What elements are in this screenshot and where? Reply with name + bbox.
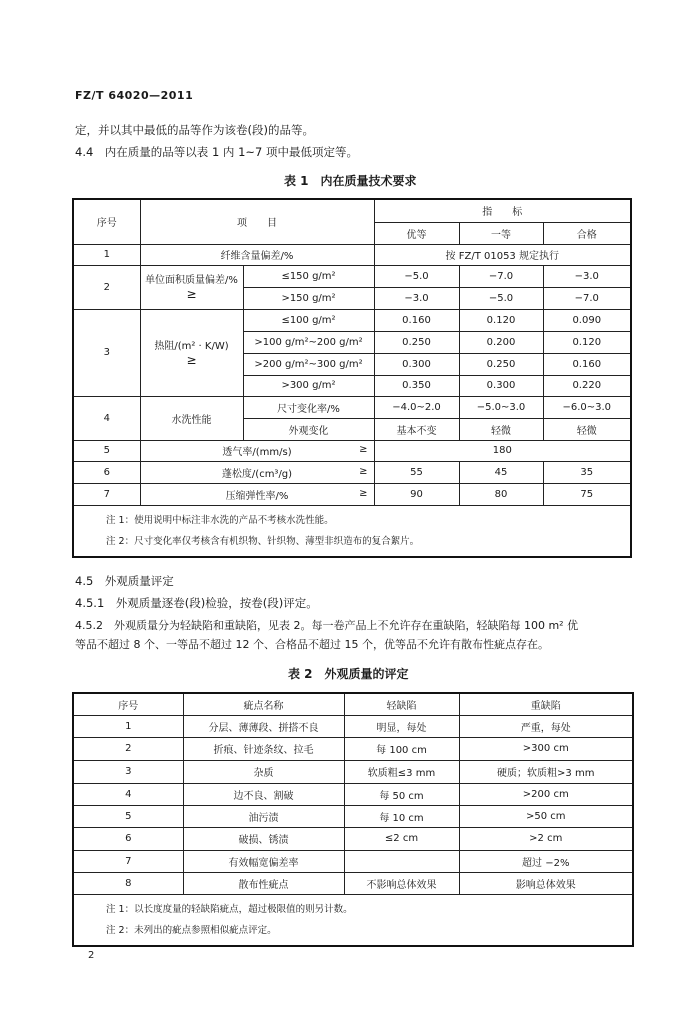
row7-name-text: 压缩弹性率/% (225, 490, 289, 502)
t2-row1-light: 明显，每处 (344, 715, 459, 737)
row7-name (140, 483, 374, 505)
row4-cond1: 尺寸变化率/% (243, 396, 374, 418)
row5-name (140, 440, 374, 461)
t2-row8-name: 散布性疵点 (183, 872, 344, 894)
t2-row6-name: 破损、锈渍 (183, 827, 344, 850)
row6-name-text: 蓬松度/(cm³/g) (221, 468, 293, 480)
row4-cond2-v1: 基本不变 (374, 418, 459, 440)
table1-note-1: 注 1：使用说明中标注非水洗的产品不考核水洗性能。 (106, 514, 334, 526)
table2-note-1: 注 1：以长度度量的轻缺陷疵点，超过极限值的则另计数。 (106, 903, 353, 915)
t2-row2-light: 每 100 cm (344, 737, 459, 760)
row2-cond2-v3: −7.0 (543, 287, 631, 309)
t2-row4-heavy: >200 cm (459, 783, 633, 805)
row4-cond2-v2: 轻微 (459, 418, 543, 440)
t2-row6-seq: 6 (73, 827, 183, 850)
row3-cond1-v1: 0.160 (374, 309, 459, 331)
t2-row1-seq: 1 (73, 715, 183, 737)
row6-name (140, 461, 374, 483)
row6-v1: 55 (374, 461, 459, 483)
t2-row3-seq: 3 (73, 760, 183, 783)
row5-seq: 5 (73, 440, 140, 461)
row2-cond1-v1: −5.0 (374, 265, 459, 287)
t2-row6-heavy: >2 cm (459, 827, 633, 850)
row3-seq: 3 (73, 309, 140, 396)
header-seq: 序号 (73, 199, 140, 244)
t2-row7-name: 有效幅宽偏差率 (183, 850, 344, 872)
row5-value: 180 (374, 440, 631, 461)
table-appearance-quality (72, 692, 634, 947)
row4-cond1-v1: −4.0~2.0 (374, 396, 459, 418)
row3-cond2-v1: 0.250 (374, 331, 459, 353)
row6-v2: 45 (459, 461, 543, 483)
row4-cond1-v3: −6.0~3.0 (543, 396, 631, 418)
row3-cond4-v3: 0.220 (543, 375, 631, 396)
row2-cond2-v1: −3.0 (374, 287, 459, 309)
row3-cond3: >200 g/m²~300 g/m² (243, 353, 374, 375)
t2-row7-light (344, 850, 459, 872)
paragraph-4-5-2-line1: 4.5.2 外观质量分为轻缺陷和重缺陷，见表 2。每一卷产品上不允许存在重缺陷，轻缺陷每 100 m² 优 (75, 619, 579, 632)
row4-cond2: 外观变化 (243, 418, 374, 440)
row2-cond1-v3: −3.0 (543, 265, 631, 287)
row7-v1: 90 (374, 483, 459, 505)
header-item: 项 目 (140, 199, 374, 244)
row7-v3: 75 (543, 483, 631, 505)
row3-name-text: 热阻/(m² · K/W) (154, 340, 229, 352)
row2-cond2-v2: −5.0 (459, 287, 543, 309)
t2-row2-seq: 2 (73, 737, 183, 760)
row2-name-text: 单位面积质量偏差/% (145, 275, 238, 286)
row4-cond1-v2: −5.0~3.0 (459, 396, 543, 418)
row3-cond3-v2: 0.250 (459, 353, 543, 375)
row3-cond3-v1: 0.300 (374, 353, 459, 375)
table1-title: 表 1 内在质量技术要求 (284, 174, 417, 188)
row3-cond2: >100 g/m²~200 g/m² (243, 331, 374, 353)
t2-row8-seq: 8 (73, 872, 183, 894)
t2-row4-name: 边不良、割破 (183, 783, 344, 805)
table1-note-2: 注 2：尺寸变化率仅考核含有机织物、针织物、薄型非织造布的复合絮片。 (106, 535, 420, 547)
row2-seq: 2 (73, 265, 140, 309)
row3-cond4-v1: 0.350 (374, 375, 459, 396)
paragraph-continued: 定，并以其中最低的品等作为该卷(段)的品等。 (75, 123, 314, 137)
t2-row7-heavy: 超过 −2% (459, 850, 633, 872)
t2-row4-light: 每 50 cm (344, 783, 459, 805)
paragraph-4-5-2-line2: 等品不超过 8 个、一等品不超过 12 个、合格品不超过 15 个，优等品不允许有散布性疵点存在。 (75, 638, 549, 651)
row7-ge-symbol: ≥ (359, 487, 368, 499)
row6-v3: 35 (543, 461, 631, 483)
row1-value: 按 FZ/T 01053 规定执行 (374, 244, 631, 265)
t2-row8-heavy: 影响总体效果 (459, 872, 633, 894)
row4-seq: 4 (73, 396, 140, 440)
row3-cond4-v2: 0.300 (459, 375, 543, 396)
table1-notes (73, 505, 631, 557)
row1-seq: 1 (73, 244, 140, 265)
row5-ge-symbol: ≥ (359, 443, 368, 455)
t2-row5-name: 油污渍 (183, 805, 344, 827)
row6-ge-symbol: ≥ (359, 465, 368, 477)
row2-cond1-v2: −7.0 (459, 265, 543, 287)
row6-seq: 6 (73, 461, 140, 483)
table-internal-quality (72, 198, 632, 558)
t2-row6-light: ≤2 cm (344, 827, 459, 850)
t2-row5-seq: 5 (73, 805, 183, 827)
t2-row3-heavy: 硬质；软质粗>3 mm (459, 760, 633, 783)
row3-cond1-v2: 0.120 (459, 309, 543, 331)
row2-cond1: ≤150 g/m² (243, 265, 374, 287)
table2-note-2: 注 2：未列出的疵点参照相似疵点评定。 (106, 924, 277, 936)
row3-ge-symbol: ≥ (186, 352, 197, 367)
t2-row5-light: 每 10 cm (344, 805, 459, 827)
table2-title: 表 2 外观质量的评定 (288, 667, 409, 681)
row4-cond2-v3: 轻微 (543, 418, 631, 440)
row3-cond1-v3: 0.090 (543, 309, 631, 331)
header-grade-qualified: 合格 (543, 222, 631, 244)
paragraph-4-5-1: 4.5.1 外观质量逐卷(段)检验，按卷(段)评定。 (75, 596, 318, 610)
t2-row1-heavy: 严重，每处 (459, 715, 633, 737)
row3-name (140, 309, 243, 396)
t2-row2-heavy: >300 cm (459, 737, 633, 760)
row3-cond4: >300 g/m² (243, 375, 374, 396)
page-number: 2 (88, 950, 95, 961)
row3-cond2-v3: 0.120 (543, 331, 631, 353)
t2-row3-name: 杂质 (183, 760, 344, 783)
row1-name: 纤维含量偏差/% (140, 244, 374, 265)
t2-header-seq: 序号 (73, 693, 183, 715)
table2-notes (73, 894, 633, 946)
standard-number: FZ/T 64020—2011 (75, 89, 194, 102)
t2-row2-name: 折痕、针迹条纹、拉毛 (183, 737, 344, 760)
t2-row5-heavy: >50 cm (459, 805, 633, 827)
header-grade-first: 一等 (459, 222, 543, 244)
row3-cond2-v2: 0.200 (459, 331, 543, 353)
t2-row1-name: 分层、薄薄段、拼搭不良 (183, 715, 344, 737)
t2-header-name: 疵点名称 (183, 693, 344, 715)
t2-row4-seq: 4 (73, 783, 183, 805)
header-index: 指 标 (374, 199, 631, 222)
t2-header-light: 轻缺陷 (344, 693, 459, 715)
row7-seq: 7 (73, 483, 140, 505)
t2-header-heavy: 重缺陷 (459, 693, 633, 715)
row5-name-text: 透气率/(mm/s) (222, 447, 292, 458)
paragraph-4-4: 4.4 内在质量的品等以表 1 内 1~7 项中最低项定等。 (75, 145, 358, 159)
header-grade-excellent: 优等 (374, 222, 459, 244)
t2-row8-light: 不影响总体效果 (344, 872, 459, 894)
row2-name (140, 265, 243, 309)
t2-row7-seq: 7 (73, 850, 183, 872)
paragraph-4-5: 4.5 外观质量评定 (75, 574, 174, 588)
t2-row3-light: 软质粗≤3 mm (344, 760, 459, 783)
row3-cond3-v3: 0.160 (543, 353, 631, 375)
row2-ge-symbol: ≥ (186, 287, 197, 301)
row2-cond2: >150 g/m² (243, 287, 374, 309)
row4-name: 水洗性能 (140, 396, 243, 440)
row3-cond1: ≤100 g/m² (243, 309, 374, 331)
row7-v2: 80 (459, 483, 543, 505)
